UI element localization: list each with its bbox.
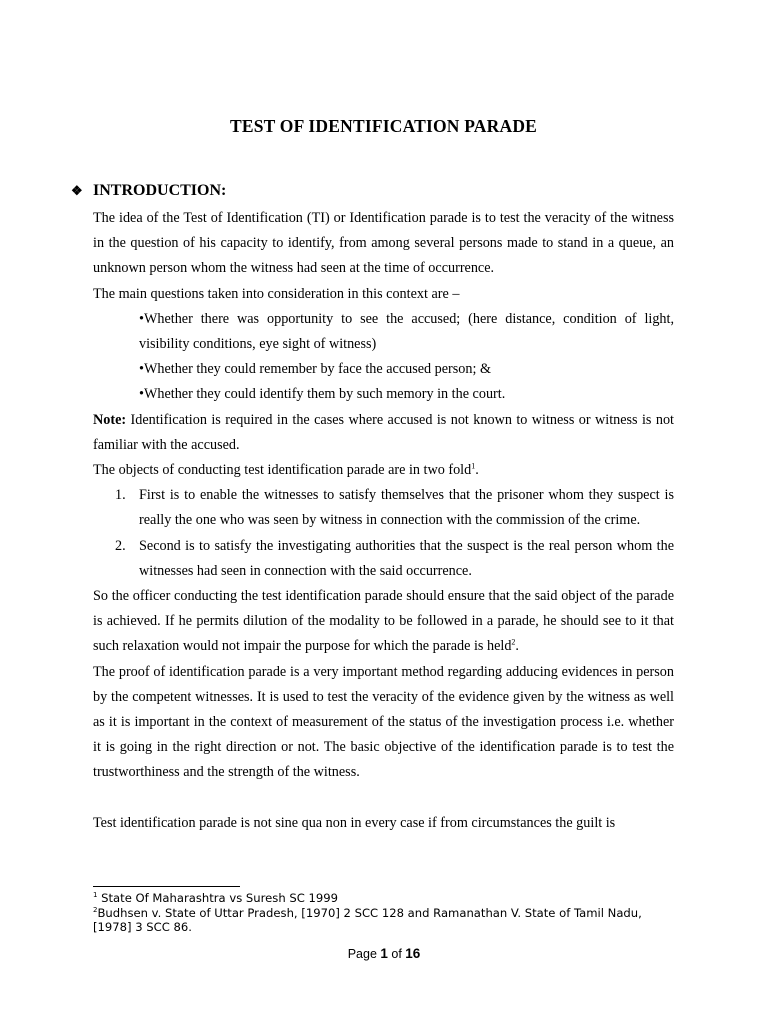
- page-prefix: Page: [347, 947, 381, 961]
- question-item: •Whether they could remember by face the accused person; &: [139, 361, 492, 378]
- paragraph-proof: The proof of identification parade is a very important method regarding adducing evidences in person by the competent witnesses. It is used to test the veracity of the evidence given by the witness as well as it is important in the context of measurement of the status of the investigation process i.e. whether it is going in the right direction or not. The basic objective of the identification parade is to test the trustworthiness and the strength of the witness.: [93, 663, 674, 781]
- footnote: [93, 906, 674, 935]
- footnote-text: Budhsen v. State of Uttar Pradesh, [1970] 2 SCC 128 and Ramanathan V. State of Tamil Nadu, [1978] 3 SCC 86.: [93, 905, 642, 934]
- paragraph-objects: [93, 458, 674, 483]
- question-item: •Whether they could identify them by such memory in the court.: [139, 386, 506, 403]
- list-number: 2.: [115, 537, 126, 554]
- list-number: 1.: [115, 487, 126, 504]
- note-label: Note:: [93, 411, 127, 428]
- paragraph-note: [93, 408, 674, 458]
- footnote-number: 2: [93, 905, 98, 914]
- footnote-separator: [93, 886, 240, 887]
- document-body: [93, 206, 674, 836]
- footnotes: [93, 891, 674, 935]
- footnote-number: 1: [93, 891, 98, 900]
- footnote-ref: 2: [511, 637, 516, 647]
- section-heading: [71, 182, 226, 200]
- page-of: of: [387, 947, 406, 961]
- list-item: [93, 534, 674, 584]
- footnote-ref: 1: [471, 461, 476, 471]
- list-item-text: Second is to satisfy the investigating authorities that the suspect is the real person whom the witnesses had seen in connection with the said occurrence.: [139, 537, 674, 579]
- diamond-bullet-icon: ❖: [71, 183, 83, 198]
- objects-end: .: [475, 462, 479, 479]
- officer-text: So the officer conducting the test identification parade should ensure that the said object of the parade is achieved. If he permits dilution of the modality to be followed in a parade, he should see to it that such relaxation would not impair the purpose for which the parade is held: [93, 588, 674, 655]
- document-title: TEST OF IDENTIFICATION PARADE: [229, 116, 538, 136]
- paragraph-gap: [93, 786, 674, 811]
- paragraph-intro: The idea of the Test of Identification (TI) or Identification parade is to test the veracity of the witness in the question of his capacity to identify, from among several persons made to stand in a queue, an unknown person whom the witness had seen at the time of occurrence.: [93, 210, 674, 277]
- paragraph-questions-lead: The main questions taken into consideration in this context are –: [93, 285, 460, 302]
- note-text: Identification is required in the cases where accused is not known to witness or witness is not familiar with the accused.: [93, 411, 674, 453]
- list-item-text: First is to enable the witnesses to satisfy themselves that the prisoner whom they suspect is really the one who was seen by witness in connection with the commission of the crime.: [139, 487, 674, 529]
- question-item: •Whether there was opportunity to see the accused; (here distance, condition of light, visibility conditions, eye sight of witness): [139, 310, 674, 353]
- list-item: [93, 483, 674, 533]
- footnote-text: State Of Maharashtra vs Suresh SC 1999: [97, 891, 338, 905]
- page-number: [0, 946, 768, 961]
- paragraph-officer: [93, 584, 674, 660]
- footnote: [93, 891, 674, 906]
- total-pages: 16: [405, 946, 421, 961]
- current-page: 1: [380, 946, 388, 961]
- objects-list: [93, 483, 674, 584]
- objects-text: The objects of conducting test identification parade are in two fold: [93, 462, 472, 479]
- officer-end: .: [515, 638, 519, 655]
- paragraph-sine-qua-non: Test identification parade is not sine qua non in every case if from circumstances the guilt is: [93, 814, 616, 831]
- section-heading-text: INTRODUCTION:: [93, 182, 227, 199]
